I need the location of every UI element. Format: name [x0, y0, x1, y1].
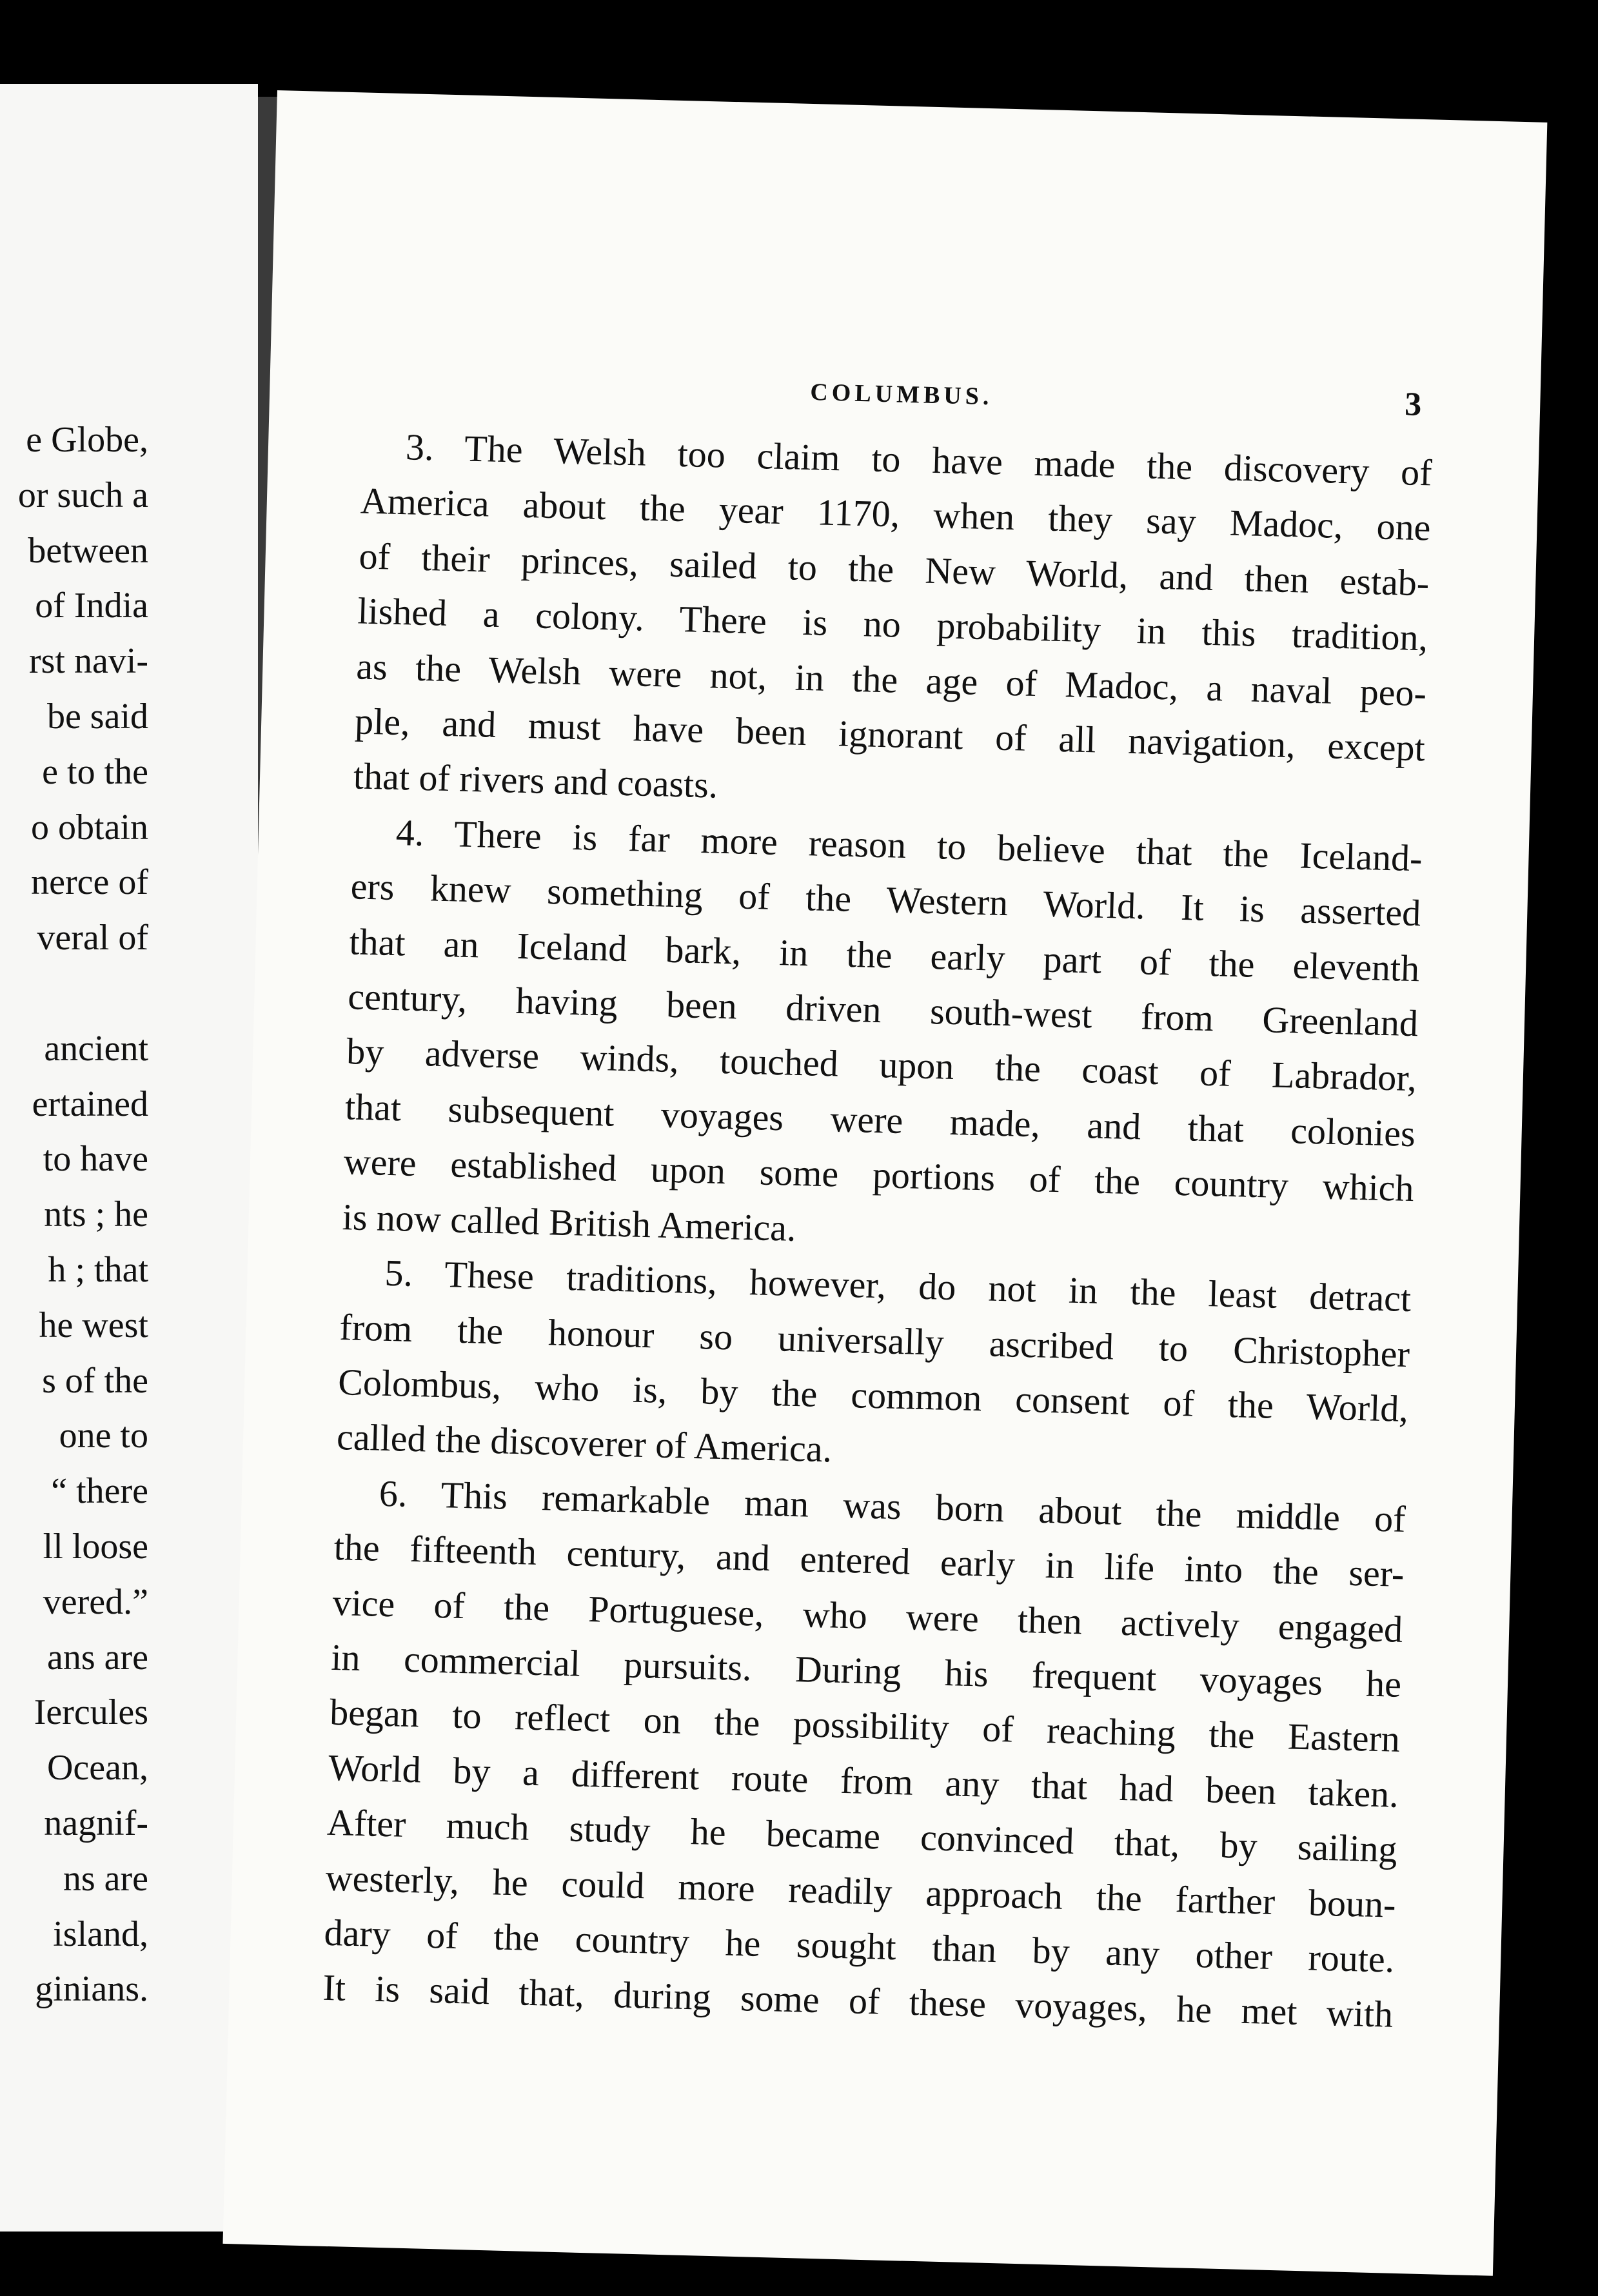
paragraph-6: [322, 1465, 1406, 2043]
text-line: World by a different route from any that had been taken.: [328, 1746, 1399, 1816]
left-line: h ; that: [48, 1249, 148, 1290]
page-number: 3: [1404, 386, 1422, 424]
text-line: America about the year 1170, when they say Madoc, one: [360, 479, 1432, 549]
text-line: is now called British America.: [342, 1195, 797, 1249]
text-line: were established upon some portions of the country which: [343, 1140, 1415, 1210]
text-line: in commercial pursuits. During his frequent voyages he: [330, 1636, 1402, 1705]
text-line: the fifteenth century, and entered early in life into the ser-: [333, 1526, 1405, 1596]
body-text: [322, 419, 1433, 2043]
left-line: Iercules: [34, 1692, 148, 1733]
left-line: s of the: [42, 1360, 148, 1401]
left-page: [0, 84, 258, 2232]
paragraph-5: [336, 1244, 1412, 1492]
text-line: vice of the Portuguese, who were then actively engaged: [331, 1581, 1404, 1650]
left-line: o obtain: [31, 807, 148, 847]
left-line: e Globe,: [26, 420, 148, 460]
text-line: century, having been driven south-west from Greenland: [347, 975, 1419, 1045]
text-line: that an Iceland bark, in the early part of the eleventh: [348, 920, 1420, 989]
left-line: nts ; he: [44, 1194, 148, 1235]
left-line: ns are: [63, 1858, 148, 1899]
text-line: that subsequent voyages were made, and that colonies: [344, 1085, 1416, 1155]
left-line: e to the: [42, 751, 148, 792]
left-line: one to: [59, 1416, 148, 1456]
left-page-text: [18, 413, 148, 2017]
text-line: westerly, he could more readily approach the farther boun-: [325, 1856, 1397, 1926]
text-line: of their princes, sailed to the New World, and then estab-: [358, 535, 1430, 604]
left-line: Ocean,: [46, 1748, 148, 1788]
text-line: Colombus, who is, by the common consent of the World,: [337, 1360, 1409, 1430]
left-line: rst navi-: [28, 641, 148, 682]
left-line: to have: [43, 1139, 148, 1180]
left-line: nagnif-: [44, 1803, 148, 1843]
text-line: called the discoverer of America.: [336, 1416, 833, 1470]
running-head: COLUMBUS.: [809, 379, 993, 411]
left-line: ertained: [32, 1084, 148, 1124]
left-line: “ there: [51, 1471, 148, 1512]
left-line: vered.”: [43, 1581, 148, 1622]
left-line: ll loose: [43, 1526, 148, 1567]
left-line: or such a: [17, 475, 148, 515]
left-line: [18, 966, 148, 1022]
paragraph-4: [342, 804, 1423, 1271]
text-line: that of rivers and coasts.: [353, 755, 719, 807]
text-line: began to reflect on the possibility of reaching the Eastern: [329, 1691, 1401, 1761]
right-page: [222, 90, 1547, 2276]
text-line: 6. This remarkable man was born about the middle of: [379, 1472, 1406, 1540]
text-line: 3. The Welsh too claim to have made the discovery of: [405, 426, 1433, 494]
text-line: lished a colony. There is no probability in this tradition,: [357, 589, 1428, 659]
text-line: dary of the country he sought than by any other route.: [323, 1911, 1396, 1981]
left-line: between: [28, 530, 148, 571]
left-line: veral of: [37, 918, 148, 958]
left-line: he west: [39, 1305, 148, 1345]
left-line: ginians.: [35, 1969, 148, 2010]
left-line: nerce of: [31, 862, 148, 903]
text-line: from the honour so universally ascribed to Christopher: [339, 1305, 1410, 1375]
left-line: ans are: [46, 1637, 148, 1677]
left-line: ancient: [44, 1028, 148, 1069]
text-line: 5. These traditions, however, do not in the least detract: [384, 1251, 1412, 1320]
text-line: ple, and must have been ignorant of all navigation, except: [354, 700, 1426, 769]
text-line: by adverse winds, touched upon the coast of Labrador,: [346, 1030, 1417, 1100]
text-line: as the Welsh were not, in the age of Madoc, a naval peo-: [355, 645, 1427, 715]
text-line: ers knew something of the Western World. It is asserted: [350, 865, 1422, 935]
text-line: It is said that, during some of these voyages, he met with: [322, 1966, 1394, 2036]
text-line: After much study he became convinced that, by sailing: [326, 1801, 1398, 1870]
left-line: of India: [35, 586, 148, 626]
text-line: 4. There is far more reason to believe that the Iceland-: [395, 811, 1423, 880]
paragraph-3: [353, 419, 1433, 831]
left-line: island,: [53, 1914, 148, 1954]
left-line: be said: [46, 696, 148, 737]
